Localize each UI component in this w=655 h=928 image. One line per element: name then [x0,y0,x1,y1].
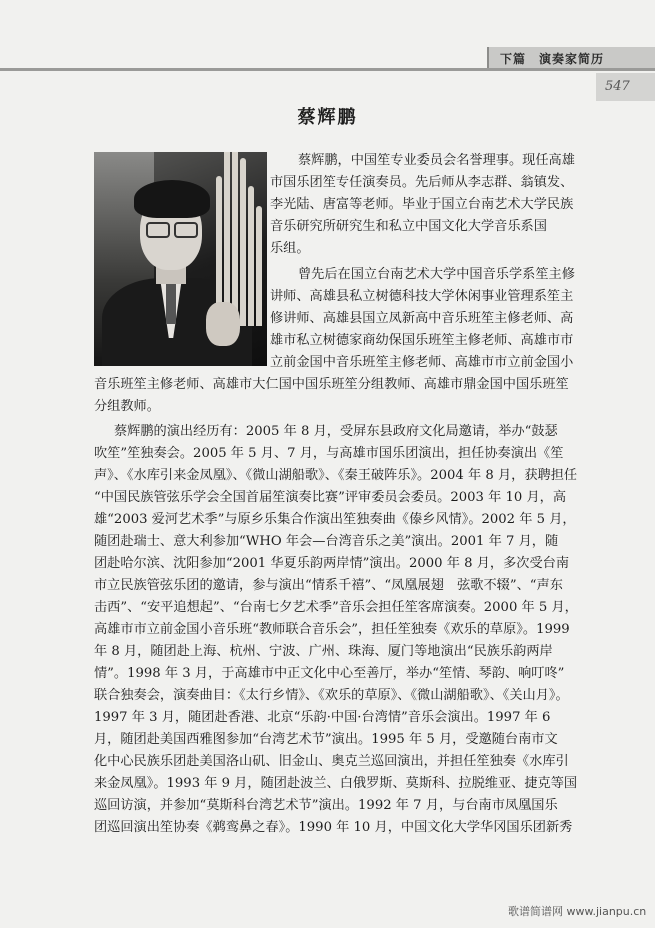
body-text-line: 音乐班笙主修老师、高雄市大仁国中国乐班笙分组教师、高雄市鼎金国中国乐班笙 [94,377,569,392]
body-text-line: 市国乐团笙专任演奏员。先后师从李志群、翁镇发、 [270,175,574,190]
body-text-line: 雄“2003 爱河艺术季”与原乡乐集合作演出笙独奏曲《傣乡风情》。2002 年 5 月， [94,512,576,527]
body-text-line: 1997 年 3 月，随团赴香港、北京“乐韵·中国·台湾情”音乐会演出。1997 年 6 [94,710,551,725]
body-text-line: 巡回访演，并参加“莫斯科台湾艺术节”演出。1992 年 7 月，与台南市凤凰国乐 [94,798,558,813]
body-text-line: 雄市私立树德家商幼保国乐班笙主修老师、高雄市市 [270,333,574,348]
portrait-photo [94,152,267,366]
body-text-line: 击西”、“安平追想起”、“台南七夕艺术季”音乐会担任笙客席演奏。2000 年 5 月， [94,600,578,615]
body-text-line: 蔡辉鹏，中国笙专业委员会名誉理事。现任高雄 [298,153,575,168]
body-text-line: 来金凤凰》。1993 年 9 月，随团赴波兰、白俄罗斯、莫斯科、拉脱维亚、捷克等国 [94,776,578,791]
body-text-line: 月，随团赴美国西雅图参加“台湾艺术节”演出。1995 年 5 月，受邀随台南市文 [94,732,558,747]
body-text-line: 音乐研究所研究生和私立中国文化大学音乐系国 [270,219,547,234]
body-text-line: 联合独奏会，演奏曲目：《太行乡情》、《欢乐的草原》、《微山湖船歌》、《关山月》。 [94,688,569,703]
body-text-line: 李光陆、唐富等老师。毕业于国立台南艺术大学民族 [270,197,574,212]
body-text-line: 修讲师、高雄县国立凤新高中音乐班笙主修老师、高 [270,311,574,326]
body-text-line: 化中心民族乐团赴美国洛山矶、旧金山、奥克兰巡回演出，并担任笙独奏《水库引 [94,754,569,769]
body-text-line: 团巡回演出笙协奏《鹈鸾鼻之春》。1990 年 10 月，中国文化大学华冈国乐团新秀 [94,820,573,835]
page-title: 蔡辉鹏 [297,107,358,128]
body-text-line: “中国民族管弦乐学会全国首届笙演奏比赛”评审委员会委员。2003 年 10 月，高 [94,490,567,505]
body-text-line: 声》、《水库引来金凤凰》、《微山湖船歌》、《秦王破阵乐》。2004 年 8 月，获聘担任 [94,468,578,483]
body-text-line: 立前金国中音乐班笙主修老师、高雄市市立前金国小 [270,355,574,370]
body-text-line: 情”。1998 年 3 月，于高雄市中正文化中心至善厅，举办“笙情、琴韵、响叮咚” [94,666,565,681]
body-text-line: 团赴哈尔滨、沈阳参加“2001 华夏乐韵两岸情”演出。2000 年 8 月，多次受台南 [94,556,570,571]
body-text-line: 蔡辉鹏的演出经历有：2005 年 8 月，受屏东县政府文化局邀请，举办“鼓瑟 [114,424,558,439]
body-text-line: 乐组。 [270,241,310,256]
section-header: 下篇 演奏家简历 [500,52,605,66]
site-watermark: 歌谱简谱网 www.jianpu.cn [508,905,647,918]
body-text-line: 讲师、高雄县私立树德科技大学休闲事业管理系笙主 [270,289,574,304]
body-text-line: 年 8 月，随团赴上海、杭州、宁波、广州、珠海、厦门等地演出“民族乐韵两岸 [94,644,553,659]
body-text-line: 市立民族管弦乐团的邀请，参与演出“情系千禧”、“凤凰展翅 弦歌不辍”、“声东 [94,578,563,593]
page-number: 547 [605,79,630,94]
body-text-line: 随团赴瑞士、意大利参加“WHO 年会—台湾音乐之美”演出。2001 年 7 月，随 [94,534,559,549]
header-rule [0,68,655,71]
body-text-line: 分组教师。 [94,399,160,414]
body-text-line: 高雄市市立前金国小音乐班“教师联合音乐会”，担任笙独奏《欢乐的草原》。1999 [94,622,570,637]
body-text-line: 吹笙”笙独奏会。2005 年 5 月、7 月，与高雄市国乐团演出，担任协奏演出《笙 [94,446,564,461]
body-text-line: 曾先后在国立台南艺术大学中国音乐学系笙主修 [298,267,575,282]
